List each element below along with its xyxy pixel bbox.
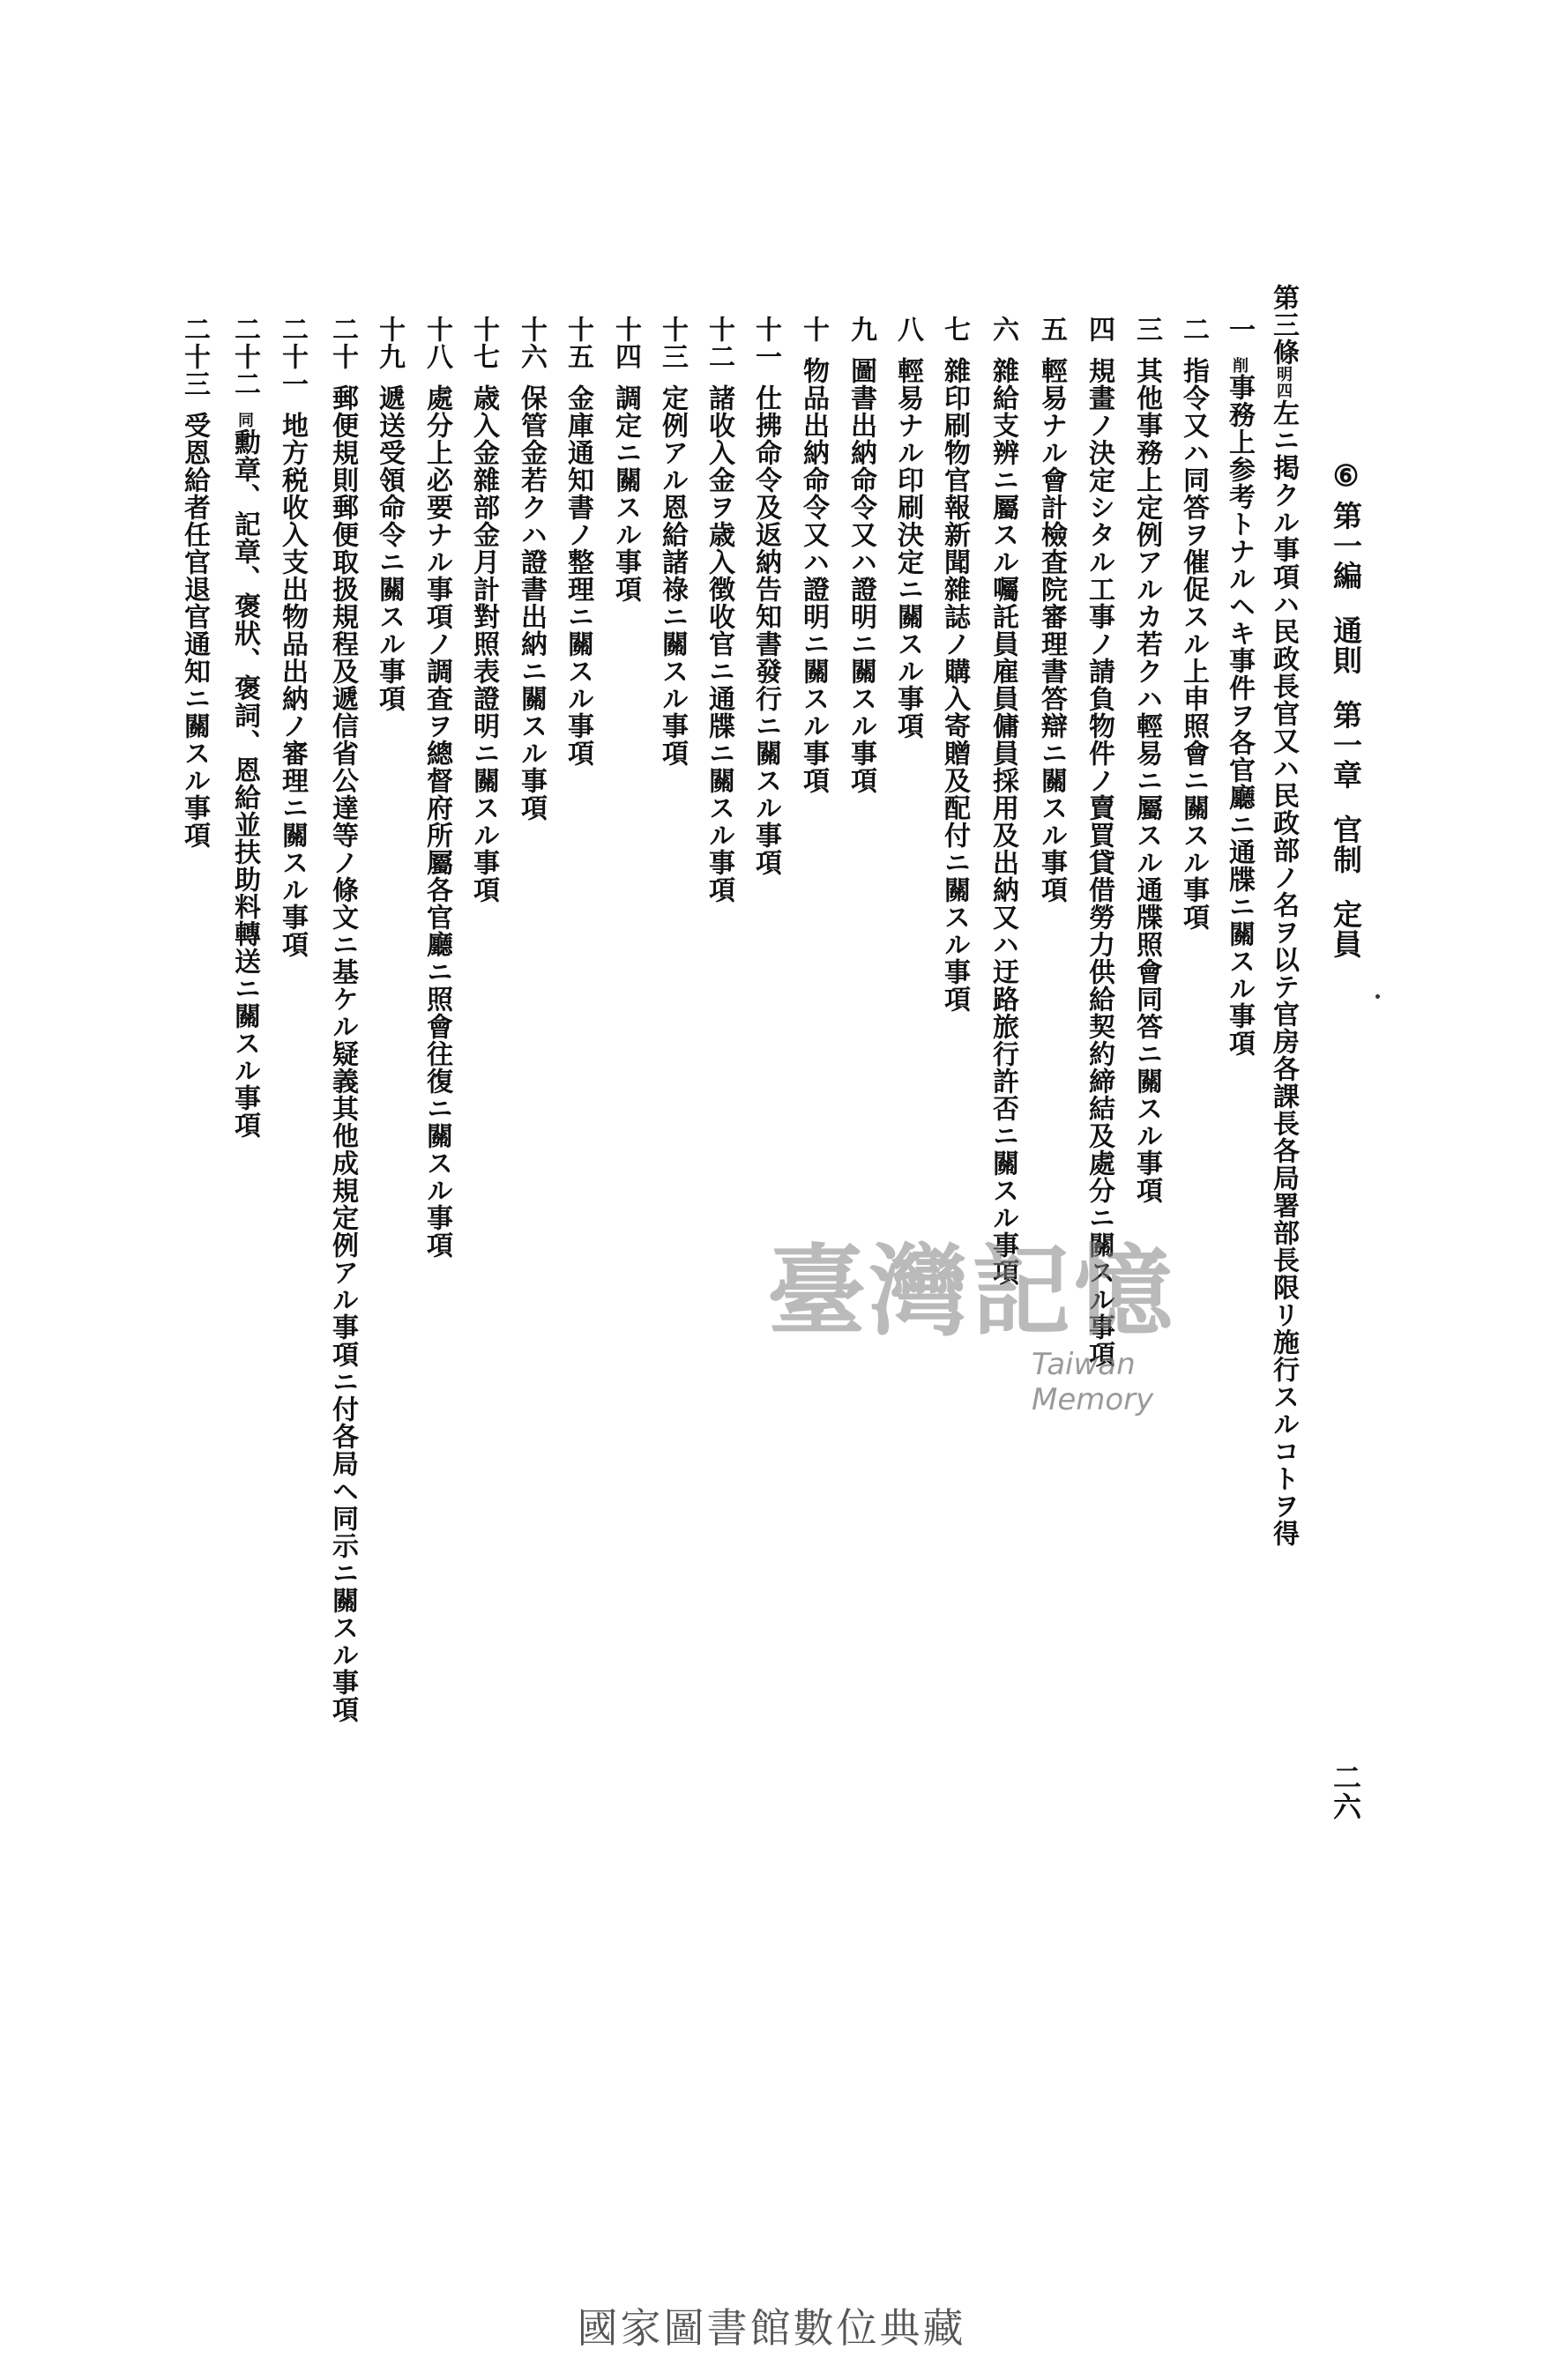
item-number: 十七 — [468, 316, 499, 370]
item-number: 二十 — [327, 316, 358, 370]
item-text: 勳章、記章、褒狀、褒詞、恩給並扶助料轉送ニ關スル事項 — [229, 428, 260, 1139]
item-number: 九 — [846, 316, 876, 343]
header-topic-1: 官制 — [1329, 814, 1363, 874]
item-20 — [327, 316, 358, 1723]
item-text: 調定ニ關スル事項 — [610, 384, 641, 603]
item-number: 十二 — [704, 316, 734, 370]
running-header — [1329, 458, 1363, 959]
item-number: 十四 — [610, 316, 641, 370]
item-text: 規畫ノ決定シタル工事ノ請負物件ノ賣買貸借勞力供給契約締結及處分ニ關スル事項 — [1084, 357, 1114, 1368]
item-text: 金庫通知書ノ整理ニ關スル事項 — [563, 384, 593, 767]
item-14 — [610, 316, 641, 603]
item-text: 雜印刷物官報新聞雜誌ノ購入寄贈及配付ニ關スル事項 — [939, 357, 970, 1013]
library-footer: 國家圖書館數位典藏 — [577, 2304, 966, 2352]
item-number: 十 — [798, 316, 829, 343]
item-number: 五 — [1036, 316, 1067, 343]
item-5 — [1036, 316, 1067, 904]
watermark-english: Taiwan Memory — [1032, 1347, 1154, 1417]
item-23 — [179, 316, 210, 849]
item-1 — [1224, 316, 1255, 1057]
header-circle-mark: ⑥ — [1329, 458, 1363, 494]
item-19 — [374, 316, 405, 712]
item-number: 三 — [1131, 316, 1162, 343]
article-annotation: 明四 — [1274, 366, 1293, 399]
item-9 — [847, 316, 874, 794]
item-text: 處分上必要ナル事項ノ調査ヲ總督府所屬各官廳ニ照會往復ニ關スル事項 — [421, 384, 452, 1259]
item-text: 指令又ハ同答ヲ催促スル上申照會ニ關スル事項 — [1178, 357, 1209, 931]
item-2 — [1178, 316, 1209, 931]
item-number: 二十三 — [179, 316, 210, 398]
item-annotation: 削 — [1230, 357, 1249, 374]
item-text: 郵便規則郵便取扱規程及遞信省公達等ノ條文ニ基ケル疑義其他成規定例アル事項ニ付各局ヘ同示ニ關スル事項 — [327, 384, 358, 1723]
item-number: 十八 — [421, 316, 452, 370]
item-text: 地方税收入支出物品出納ノ審理ニ關スル事項 — [277, 412, 308, 958]
item-number: 二十一 — [277, 316, 308, 398]
item-text: 輕易ナル印刷決定ニ關スル事項 — [892, 357, 923, 740]
item-number: 十一 — [750, 316, 781, 370]
item-12 — [705, 316, 732, 904]
item-text: 物品出納命令又ハ證明ニ關スル事項 — [798, 357, 829, 794]
header-chapter: 第一章 — [1329, 700, 1363, 790]
item-text: 輕易ナル會計檢査院審理書答辯ニ關スル事項 — [1036, 357, 1067, 904]
item-text: 其他事務上定例アルカ若クハ輕易ニ屬スル通牒照會同答ニ關スル事項 — [1131, 357, 1162, 1204]
article-3-heading — [1268, 284, 1299, 1547]
watermark-chinese: 臺灣記憶 — [767, 1234, 1176, 1350]
item-text: 雜給支辨ニ屬スル囑託員雇員傭員採用及出納又ハ迂路旅行許否ニ關スル事項 — [988, 357, 1018, 1286]
item-13 — [657, 316, 688, 767]
item-number: 七 — [939, 316, 970, 343]
item-4 — [1085, 316, 1112, 1368]
item-15 — [564, 316, 591, 767]
item-number: 十六 — [516, 316, 547, 370]
item-11 — [752, 316, 779, 876]
item-number: 十五 — [563, 316, 593, 370]
page-number: 二六 — [1329, 1763, 1362, 1821]
item-text: 定例アル恩給諸祿ニ關スル事項 — [657, 384, 688, 767]
item-number: 二 — [1178, 316, 1209, 343]
item-16 — [516, 316, 547, 822]
item-text: 仕拂命令及返納告知書發行ニ關スル事項 — [750, 384, 781, 876]
item-text: 事務上参考トナルヘキ事件ヲ各官廳ニ通牒ニ關スル事項 — [1224, 374, 1255, 1057]
item-text: 遞送受領命令ニ關スル事項 — [374, 384, 405, 712]
item-text: 諸收入金ヲ歳入徴收官ニ通牒ニ關スル事項 — [704, 384, 734, 904]
item-6 — [989, 316, 1016, 1286]
item-18 — [423, 316, 450, 1259]
item-number: 一 — [1224, 316, 1255, 343]
header-section: 通則 — [1329, 615, 1363, 675]
header-part: 第一編 — [1329, 501, 1363, 591]
item-number: 八 — [892, 316, 923, 343]
item-21 — [277, 316, 308, 958]
item-text: 受恩給者任官退官通知ニ關スル事項 — [179, 412, 210, 849]
item-7 — [939, 316, 970, 1013]
item-text: 圖書出納命令又ハ證明ニ關スル事項 — [846, 357, 876, 794]
item-number: 二十二 — [229, 316, 260, 398]
item-number: 四 — [1084, 316, 1114, 343]
print-speck — [1375, 994, 1380, 999]
item-text: 歳入金雜部金月計對照表證明ニ關スル事項 — [468, 384, 499, 904]
item-8 — [894, 316, 921, 740]
item-10 — [798, 316, 829, 794]
item-text: 保管金若クハ證書出納ニ關スル事項 — [516, 384, 547, 822]
item-annotation: 同 — [235, 412, 254, 428]
item-3 — [1131, 316, 1162, 1204]
item-number: 十三 — [657, 316, 688, 370]
item-22 — [229, 316, 260, 1139]
item-number: 六 — [988, 316, 1018, 343]
item-number: 十九 — [374, 316, 405, 370]
article-number: 第三條 — [1268, 284, 1299, 366]
header-topic-2: 定員 — [1329, 899, 1363, 959]
item-17 — [468, 316, 499, 904]
article-text: 左ニ掲クル事項ハ民政長官又ハ民政部ノ名ヲ以テ官房各課長各局署部長限リ施行スルコトヲ得 — [1268, 399, 1299, 1547]
